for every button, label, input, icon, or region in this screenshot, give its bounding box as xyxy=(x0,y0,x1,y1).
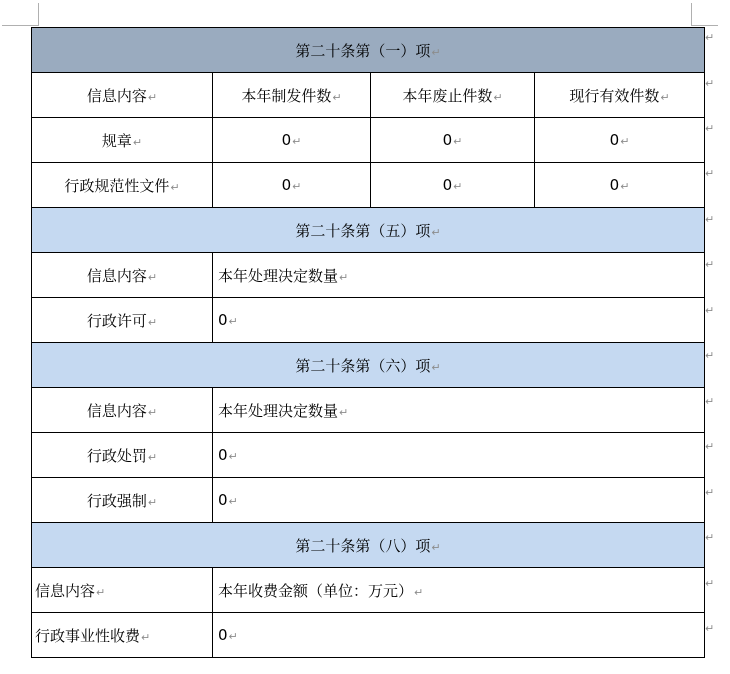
paragraph-mark-icon: ↵ xyxy=(292,180,302,193)
table-row xyxy=(32,433,705,478)
row-label: 行政强制↵ xyxy=(32,478,213,523)
page-corner-mark-left xyxy=(2,3,39,26)
cell-value: 0↵ xyxy=(371,118,535,163)
section-title: 第二十条第（六）项 xyxy=(295,356,431,375)
section-title-row xyxy=(32,208,705,253)
paragraph-mark-icon: ↵ xyxy=(431,225,441,239)
row-end-mark-icon: ↵ xyxy=(705,577,715,590)
paragraph-mark-icon: ↵ xyxy=(147,495,158,509)
paragraph-mark-icon: ↵ xyxy=(147,450,158,464)
section-title-cell xyxy=(32,28,705,73)
paragraph-mark-icon: ↵ xyxy=(147,90,158,104)
table-row xyxy=(32,118,705,163)
paragraph-mark-icon: ↵ xyxy=(431,45,441,59)
column-header: 本年废止件数↵ xyxy=(371,73,535,118)
section-title: 第二十条第（八）项 xyxy=(295,536,431,555)
row-label: 信息内容↵ xyxy=(32,253,213,298)
paragraph-mark-icon: ↵ xyxy=(453,180,463,193)
row-end-mark-icon: ↵ xyxy=(705,122,715,135)
paragraph-mark-icon: ↵ xyxy=(228,495,238,508)
paragraph-mark-icon: ↵ xyxy=(228,450,238,463)
section-title: 第二十条第（一）项 xyxy=(295,41,431,60)
column-header: 现行有效件数↵ xyxy=(535,73,705,118)
row-end-mark-icon: ↵ xyxy=(705,486,715,499)
paragraph-mark-icon: ↵ xyxy=(431,360,441,374)
paragraph-mark-icon: ↵ xyxy=(147,270,158,284)
cell-value: 0↵ xyxy=(371,163,535,208)
cell-value: 0↵ xyxy=(213,478,705,523)
table-row xyxy=(32,298,705,343)
section-title-row xyxy=(32,28,705,73)
column-header: 信息内容↵ xyxy=(32,73,213,118)
section-title-cell xyxy=(32,523,705,568)
row-label: 行政许可↵ xyxy=(32,298,213,343)
paragraph-mark-icon: ↵ xyxy=(292,135,302,148)
paragraph-mark-icon: ↵ xyxy=(414,585,424,599)
paragraph-mark-icon: ↵ xyxy=(453,135,463,148)
paragraph-mark-icon: ↵ xyxy=(339,270,349,284)
section-title-row xyxy=(32,343,705,388)
paragraph-mark-icon: ↵ xyxy=(170,180,180,194)
disclosure-table xyxy=(31,27,705,658)
row-end-mark-icon: ↵ xyxy=(705,395,715,408)
paragraph-mark-icon: ↵ xyxy=(147,315,158,329)
row-end-mark-icon: ↵ xyxy=(705,258,715,271)
paragraph-mark-icon: ↵ xyxy=(620,135,630,148)
row-end-mark-icon: ↵ xyxy=(705,440,715,453)
paragraph-mark-icon: ↵ xyxy=(493,90,503,104)
cell-value: 本年处理决定数量↵ xyxy=(213,253,705,298)
section-title-cell xyxy=(32,208,705,253)
paragraph-mark-icon: ↵ xyxy=(332,90,342,104)
cell-value: 0↵ xyxy=(213,163,371,208)
row-label: 信息内容↵ xyxy=(32,568,213,613)
section-title: 第二十条第（五）项 xyxy=(295,221,431,240)
page-corner-mark-right xyxy=(691,3,718,26)
row-label: 行政事业性收费↵ xyxy=(32,613,213,658)
paragraph-mark-icon: ↵ xyxy=(620,180,630,193)
table-row xyxy=(32,478,705,523)
row-label: 信息内容↵ xyxy=(32,388,213,433)
row-label: 行政规范性文件↵ xyxy=(32,163,213,208)
column-header-row xyxy=(32,568,705,613)
column-header-row xyxy=(32,388,705,433)
cell-value: 0↵ xyxy=(213,298,705,343)
paragraph-mark-icon: ↵ xyxy=(96,585,106,599)
table-row xyxy=(32,613,705,658)
paragraph-mark-icon: ↵ xyxy=(660,90,670,104)
row-end-mark-icon: ↵ xyxy=(705,213,715,226)
cell-value: 0↵ xyxy=(535,163,705,208)
paragraph-mark-icon: ↵ xyxy=(339,405,349,419)
cell-value: 0↵ xyxy=(213,433,705,478)
paragraph-mark-icon: ↵ xyxy=(228,630,238,643)
paragraph-mark-icon: ↵ xyxy=(141,630,151,644)
paragraph-mark-icon: ↵ xyxy=(228,315,238,328)
row-end-mark-icon: ↵ xyxy=(705,31,715,44)
table-row xyxy=(32,163,705,208)
row-end-mark-icon: ↵ xyxy=(705,77,715,90)
section-title-row xyxy=(32,523,705,568)
row-label: 规章↵ xyxy=(32,118,213,163)
cell-value: 0↵ xyxy=(213,118,371,163)
paragraph-mark-icon: ↵ xyxy=(132,135,143,149)
row-end-mark-icon: ↵ xyxy=(705,167,715,180)
column-header-row xyxy=(32,73,705,118)
paragraph-mark-icon: ↵ xyxy=(147,405,158,419)
row-end-mark-icon: ↵ xyxy=(705,349,715,362)
section-title-cell xyxy=(32,343,705,388)
column-header: 本年制发件数↵ xyxy=(213,73,371,118)
row-label: 行政处罚↵ xyxy=(32,433,213,478)
row-end-mark-icon: ↵ xyxy=(705,531,715,544)
row-end-mark-icon: ↵ xyxy=(705,304,715,317)
paragraph-mark-icon: ↵ xyxy=(431,540,441,554)
cell-value: 本年处理决定数量↵ xyxy=(213,388,705,433)
column-header-row xyxy=(32,253,705,298)
cell-value: 0↵ xyxy=(213,613,705,658)
cell-value: 0↵ xyxy=(535,118,705,163)
row-end-mark-icon: ↵ xyxy=(705,622,715,635)
cell-value: 本年收费金额（单位：万元）↵ xyxy=(213,568,705,613)
